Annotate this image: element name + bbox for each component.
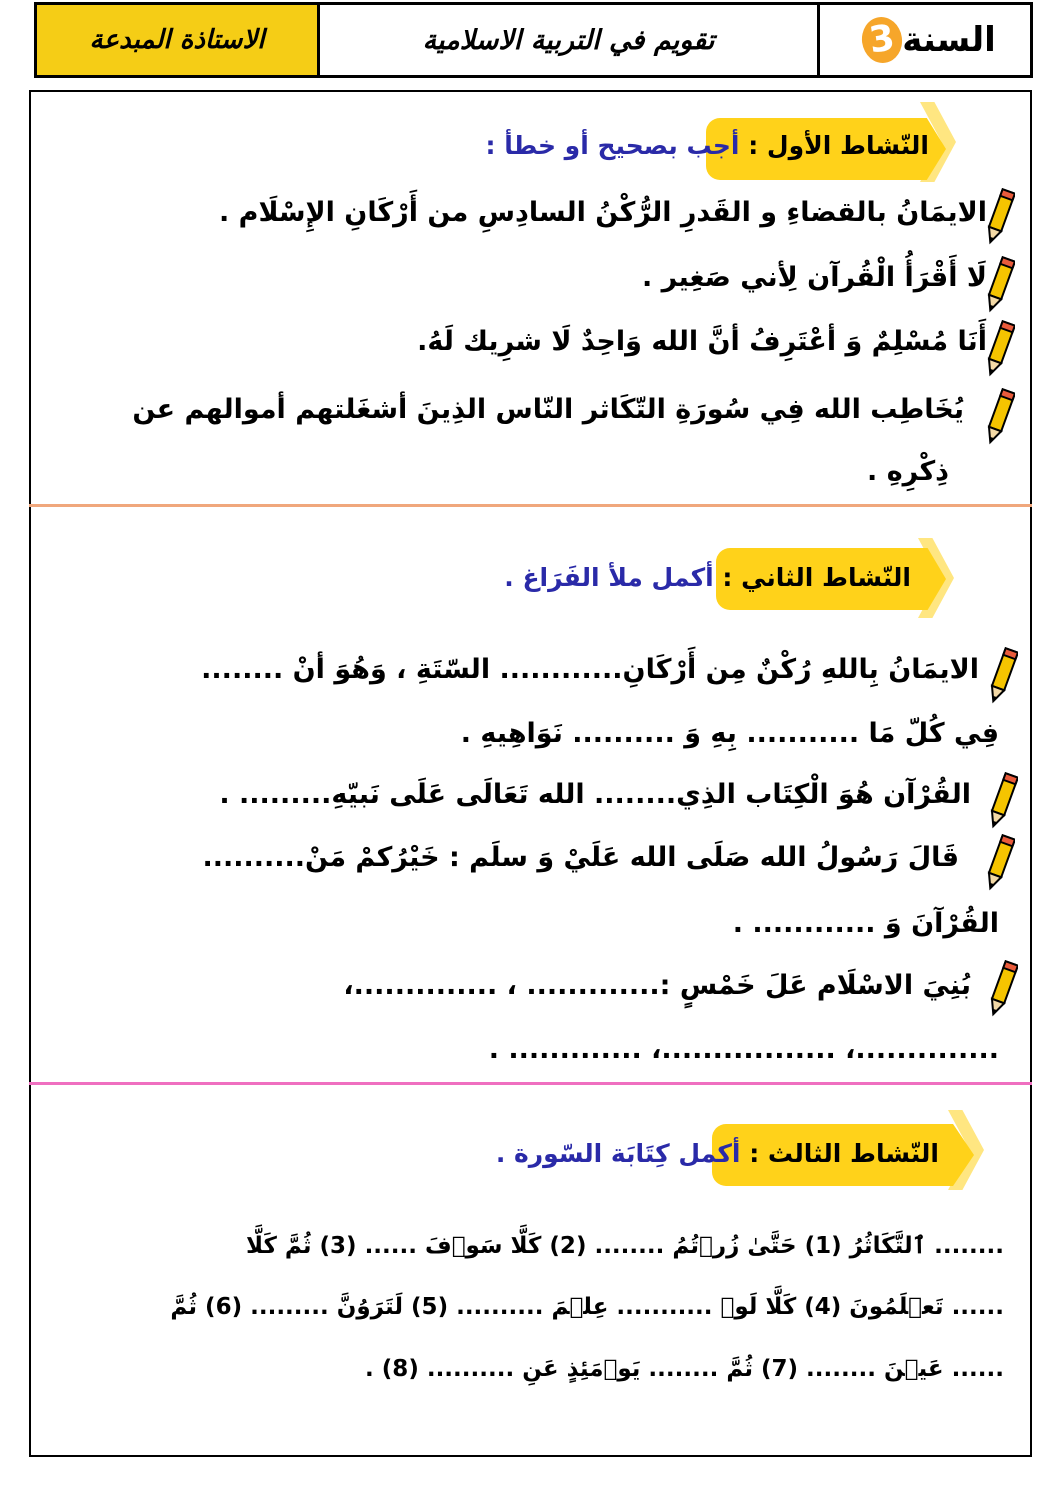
pencil-icon bbox=[985, 254, 1015, 316]
pencil-icon bbox=[985, 186, 1015, 248]
pencil-icon bbox=[988, 770, 1018, 832]
subject-title: تقويم في التربية الاسلامية bbox=[422, 24, 715, 56]
pencil-icon bbox=[988, 958, 1018, 1020]
section-divider-2 bbox=[29, 1082, 1032, 1085]
pencil-icon bbox=[988, 645, 1018, 707]
activity2-item-7: ..............، .................، ............. . bbox=[488, 1034, 999, 1065]
year-label: السنة bbox=[902, 20, 996, 60]
activity1-item-3: أَنَا مُسْلِمٌ وَ أعْتَرِفُ أنَّ الله وَاحِدٌ لَا شرِيك لَهُ. bbox=[417, 326, 987, 357]
header-table bbox=[34, 2, 1033, 78]
activity2-title bbox=[504, 563, 911, 592]
activity1-item-1: الايمَانُ بالقضاءِ و القَدرِ الرُّكْنُ السادِسِ من أَرْكَانِ الإِسْلَام . bbox=[219, 197, 987, 228]
section-divider-1 bbox=[29, 504, 1032, 507]
activity2-item-3: القُرْآن هُوَ الْكِتَاب الذِي........ الله تَعَالَى عَلَى نَبيّهِ......... . bbox=[219, 779, 971, 810]
activity2-label: النّشاط الثاني : bbox=[722, 563, 911, 592]
teacher-cell bbox=[37, 5, 320, 75]
activity3-line-2: ...... تَعۡلَمُونَ (4) كَلَّا لَوۡ ........... عِلۡمَ .......... (5) لَتَرَوُنَّ ......... (6) ثُمَّ bbox=[170, 1294, 1004, 1320]
activity3-line-1: ........ ٱلتَّكَاثُرُ (1) حَتَّىٰ زُرۡتُمُ ........ (2) كَلَّا سَوۡفَ ...... (3) ثُمَّ كَلَّا bbox=[245, 1233, 1004, 1259]
activity1-label: النّشاط الأول : bbox=[748, 131, 929, 160]
activity3-title bbox=[496, 1139, 939, 1168]
subject-cell bbox=[320, 5, 820, 75]
activity1-item-5: ذِكْرِهِ . bbox=[867, 456, 949, 487]
pencil-icon bbox=[985, 832, 1015, 894]
activity2-instruction: أكمل ملأ الفَرَاغ . bbox=[504, 563, 714, 592]
year-number: 3 bbox=[859, 14, 905, 65]
activity2-item-2: فِي كُلّ مَا ........... بِهِ وَ .......... نَوَاهِيهِ . bbox=[460, 718, 999, 749]
activity2-item-5: القُرْآنَ وَ ............ . bbox=[732, 908, 999, 939]
activity1-item-4: يُخَاطِب الله فِي سُورَةِ التّكَاثر النّاس الذِينَ أشغَلتهم أموالهم عن bbox=[132, 394, 964, 425]
activity3-line-3: ...... عَيۡنَ ........ (7) ثُمَّ ........ يَوۡمَئِذٍ عَنِ .......... (8) . bbox=[365, 1356, 1004, 1382]
activity2-item-6: بُنِيَ الاسْلَام عَلَ خَمْسٍ :............. ، ..............، bbox=[343, 970, 971, 1001]
activity1-instruction: أجب بصحيح أو خطأ : bbox=[485, 131, 740, 160]
pencil-icon bbox=[985, 386, 1015, 448]
activity2-item-1: الايمَانُ بِاللهِ رُكْنٌ مِن أَرْكَانِ............ السّتَةِ ، وَهُوَ أنْ ........ bbox=[201, 654, 979, 685]
year-cell bbox=[820, 5, 1030, 75]
activity1-title bbox=[486, 131, 930, 160]
pencil-icon bbox=[985, 318, 1015, 380]
activity2-item-4: قَالَ رَسُولُ الله صَلَى الله عَلَيْ وَ سلَم : خَيْرُكمْ مَنْ.......... bbox=[202, 842, 959, 873]
activity3-instruction: أكمل كِتَابَة السّورة . bbox=[495, 1139, 741, 1168]
activity1-item-2: لَا أَقْرَأُ الْقُرآن لِأني صَغِير . bbox=[642, 262, 987, 293]
teacher-name: الاستاذة المبدعة bbox=[89, 25, 265, 55]
activity3-label: النّشاط الثالث : bbox=[749, 1139, 939, 1168]
